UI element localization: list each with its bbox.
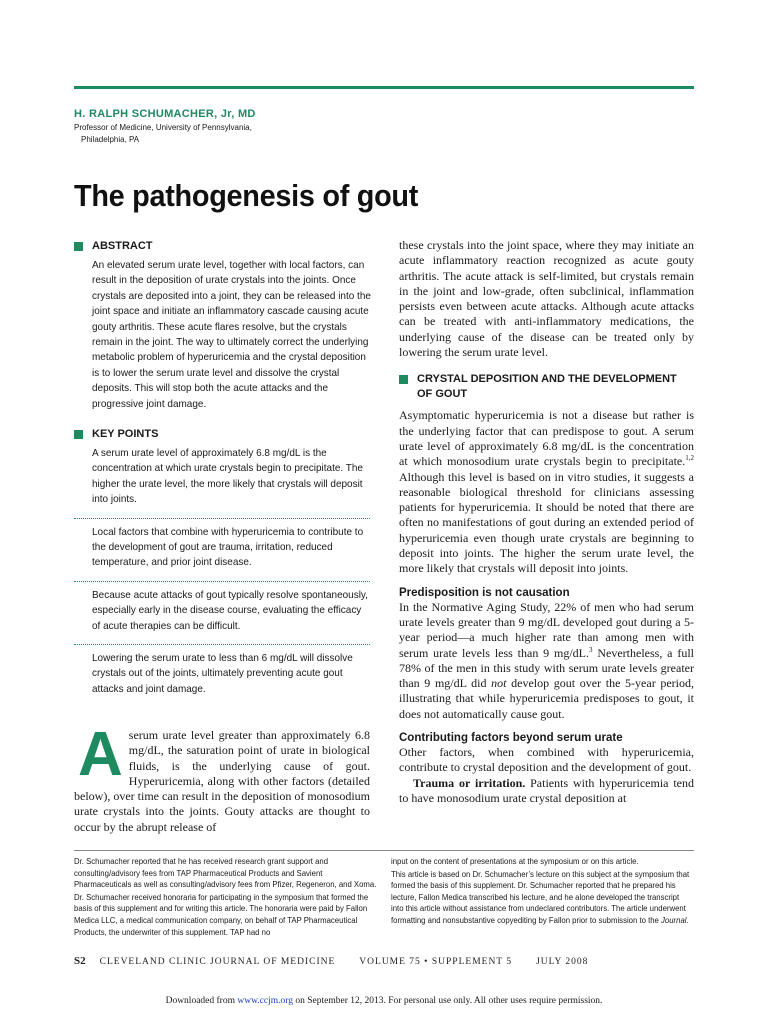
drop-cap: A xyxy=(78,720,123,789)
honoraria-note: Dr. Schumacher received honoraria for participating in the symposium that formed the basis of this supplement and for writing this article. The honoraria were paid by Fallon Medica LLC, a medical communication company, on behalf of TAP Pharmaceutical Products, the underwriter of this supplement. TAP had no xyxy=(74,892,369,937)
footnote-divider xyxy=(74,850,694,851)
crystal-text-a: Asymptomatic hyperuricemia is not a disease but rather is the underlying factor that can predispose to gout. A serum urate level of approximately 6.8 mg/dL is the concentration at which monosodium urate crystals begin to precipitate. xyxy=(399,408,694,469)
square-bullet-icon xyxy=(74,430,83,439)
key-points-heading-label: KEY POINTS xyxy=(92,428,159,440)
page-number: S2 xyxy=(74,955,86,967)
crystal-heading-label xyxy=(417,372,677,402)
subhead-contributing-factors: Contributing factors beyond serum urate xyxy=(399,732,623,745)
ccjm-link[interactable]: www.ccjm.org xyxy=(237,996,294,1006)
key-point xyxy=(74,582,370,645)
key-point-text: A serum urate level of approximately 6.8 mg/dL is the concentration at which urate crystals begin to precipitate. The higher the urate level, the more likely that crystals will deposit into joints. xyxy=(92,447,363,506)
crystal-heading-line2: OF GOUT xyxy=(417,388,468,401)
key-point xyxy=(74,519,370,582)
download-prefix: Downloaded from xyxy=(165,996,238,1006)
key-point-text: Because acute attacks of gout typically resolve spontaneously, especially early in the disease course, evaluating the efficacy of acute therapies can be difficult. xyxy=(92,588,368,632)
journal-title: CLEVELAND CLINIC JOURNAL OF MEDICINE xyxy=(99,957,336,967)
predisposition-text-b: Nevertheless, a full 78% of the men in this study with serum urate levels greater than 9 mg/dL did xyxy=(399,645,694,691)
key-point-text: Lowering the serum urate to less than 6 mg/dL will dissolve crystals out of the joints, ultimately preventing acute gout attacks and joint damage. xyxy=(92,652,353,695)
trauma-label: Trauma or irritation. xyxy=(413,775,526,790)
citation-ref: 1,2 xyxy=(685,454,694,463)
author-location: Philadelphia, PA xyxy=(81,135,140,144)
lecture-note xyxy=(391,869,694,927)
predisposition-text-c: develop gout over the 5-year period, illustrating that while hyperuricemia predisposes to gout, it does not automatically cause gout. xyxy=(399,676,695,721)
abstract-section xyxy=(74,240,370,412)
download-notice xyxy=(0,996,768,1006)
right-column xyxy=(399,238,694,806)
trauma-text: Patients with hyperuricemia tend to have monosodium urate crystal deposition at xyxy=(399,775,694,805)
predisposition-text-a: In the Normative Aging Study, 22% of men who had serum urate levels greater than 9 mg/dL developed gout during a 5-year period—a much higher rate than among men with serum urate levels less than 9 mg/dL. xyxy=(399,599,694,660)
abstract-text-wrap xyxy=(92,258,370,412)
page-footer xyxy=(74,955,588,967)
key-points-list xyxy=(74,440,370,707)
emphasis-not: not xyxy=(491,676,507,691)
trauma-paragraph xyxy=(399,776,694,807)
key-point-text: Local factors that combine with hyperuricemia to contribute to the development of gout are trauma, irritation, reduced temperature, and prior joint disease. xyxy=(92,525,364,569)
abstract-heading-label: ABSTRACT xyxy=(92,240,153,252)
intro-text: serum urate level greater than approximately 6.8 mg/dL, the saturation point of urate in biological fluids, is the underlying cause of gout. Hyperuricemia, along with other factors (detailed below), over time can result in the deposition of monosodium urate crystals into the joints. Gouty attacks are thought to occur by the abrupt release of xyxy=(74,728,370,834)
predisposition-paragraph xyxy=(399,600,694,722)
intro-paragraph xyxy=(74,720,370,835)
intro-continued: these crystals into the joint space, where they may initiate an acute inflammatory reaction recognized as acute gouty arthritis. The acute attack is self-limited, but crystals remain in the joint and low-grade, often subclinical, inflammation persists even between acute attacks. Although acute attacks can be treated with anti-inflammatory medications, the underlying cause of the disease can be treated only by lowering the serum urate level. xyxy=(399,238,694,360)
author-affiliation: Professor of Medicine, University of Pennsylvania, xyxy=(74,123,252,132)
disclosure-note: Dr. Schumacher reported that he has received research grant support and consulting/advisory fees from TAP Pharmaceutical Products and Savient Pharmaceuticals as well as consulting/advisory fees from Pfizer, Regeneron, and Xoma. xyxy=(74,857,377,890)
square-bullet-icon xyxy=(399,375,408,384)
lecture-note-text: This article is based on Dr. Schumacher’s lecture on this subject at the symposium that formed the basis of this supplement. Dr. Schumacher reported that he prepared his lecture, Fallon Medica transcribed his lecture, and he alone developed the transcript into this article without assistance from undeclared contributors. The article underwent formatting and nonsubstantive copyediting by Fallon prior to submission to the xyxy=(391,869,690,925)
crystal-paragraph xyxy=(399,408,694,576)
footnotes-right xyxy=(391,856,695,928)
factors-paragraph: Other factors, when combined with hyperuricemia, contribute to crystal deposition and the development of gout. xyxy=(399,745,694,775)
author-name: H. RALPH SCHUMACHER, Jr, MD xyxy=(74,108,256,120)
input-note: input on the content of presentations at the symposium or on this article. xyxy=(391,857,639,866)
key-point xyxy=(74,645,370,707)
crystal-heading-line1: CRYSTAL DEPOSITION AND THE DEVELOPMENT xyxy=(417,373,677,386)
download-suffix: on September 12, 2013. For personal use only. All other uses require permission. xyxy=(293,996,603,1006)
volume-info: VOLUME 75 • SUPPLEMENT 5 xyxy=(359,957,513,967)
top-rule xyxy=(74,86,694,89)
abstract-text: An elevated serum urate level, together with local factors, can result in the deposition of urate crystals into the joints. Once crystals are deposited into a joint, they can be released into the joint space and initiate an inflammatory cascade causing acute gouty arthritis. These acute flares resolve, but the crystals remain in the joint. The way to ultimately correct the underlying metabolic problem of hyperuricemia and the crystal deposition is to lower the serum urate level and dissolve the crystal deposits. This will stop both the acute attacks and the progressive joint damage. xyxy=(92,259,371,410)
key-points-section xyxy=(74,428,370,707)
footnotes-left xyxy=(74,856,378,939)
square-bullet-icon xyxy=(74,242,83,251)
subhead-predisposition: Predisposition is not causation xyxy=(399,586,570,599)
crystal-text-b: Although this level is based on in vitro studies, it suggests a reasonable biological threshold for clinicians assessing patients for hyperuricemia. It should be noted that there are often no manifestations of gout during an extended period of hyperuricemia even though urate crystals are beginning to deposit into joints. The higher the serum urate level, the more likely that crystals will deposit into joints. xyxy=(399,469,694,576)
citation-ref: 3 xyxy=(589,645,593,654)
abstract-heading xyxy=(74,240,370,252)
key-points-heading xyxy=(74,428,370,440)
page-title: The pathogenesis of gout xyxy=(74,178,419,213)
crystal-section-heading xyxy=(399,372,694,402)
key-point xyxy=(74,440,370,519)
journal-name: Journal. xyxy=(661,915,689,925)
issue-date: JULY 2008 xyxy=(536,957,589,967)
